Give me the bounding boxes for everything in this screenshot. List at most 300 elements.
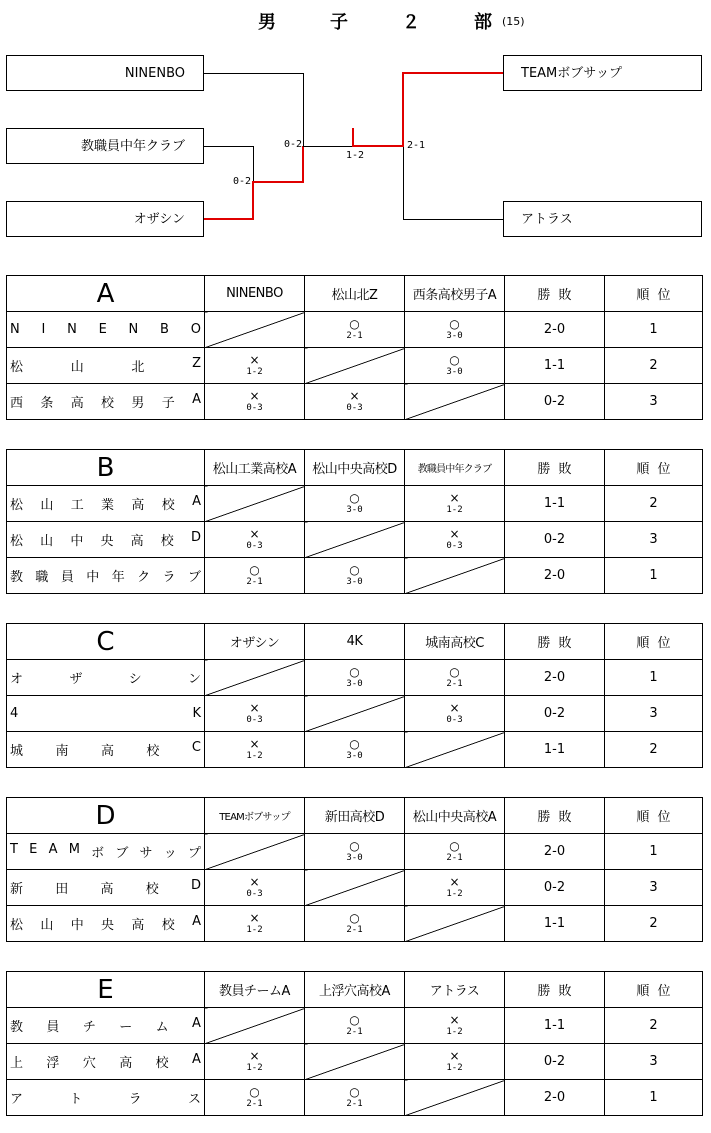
team-name-text xyxy=(10,1088,201,1107)
result-score: 2-1 xyxy=(246,1099,263,1109)
team-name-char: 松 xyxy=(10,498,24,513)
result-score: 3-0 xyxy=(446,331,463,341)
team-name-char: ラ xyxy=(162,570,176,585)
rank-value: 2 xyxy=(605,732,703,768)
team-name-char: A xyxy=(192,392,201,407)
team-name-char: 田 xyxy=(55,882,69,897)
match-result xyxy=(405,348,505,384)
table-row xyxy=(7,522,703,558)
result-score: 2-1 xyxy=(346,1099,363,1109)
result-mark: × xyxy=(449,1013,460,1027)
self-match-cell xyxy=(305,348,405,384)
match-result xyxy=(405,486,505,522)
result-mark: ○ xyxy=(449,665,460,679)
table-row xyxy=(7,558,703,594)
bracket-line xyxy=(204,73,303,74)
league-table-c xyxy=(6,623,703,768)
win-loss-record: 2-0 xyxy=(505,834,605,870)
rank-value: 3 xyxy=(605,1044,703,1080)
result-score: 1-2 xyxy=(446,1027,463,1037)
winloss-header: 勝 敗 xyxy=(505,798,605,834)
match-result xyxy=(205,348,305,384)
match-result xyxy=(405,834,505,870)
team-name-text xyxy=(10,494,201,513)
result-score: 2-1 xyxy=(446,679,463,689)
bracket-line xyxy=(303,73,304,146)
win-loss-record: 2-0 xyxy=(505,1080,605,1116)
match-result xyxy=(205,732,305,768)
table-row xyxy=(7,870,703,906)
bracket-team-teambobsap: TEAMボブサップ xyxy=(503,55,702,91)
result-mark: × xyxy=(449,1049,460,1063)
match-result xyxy=(305,1080,405,1116)
rank-value: 1 xyxy=(605,312,703,348)
team-name-char: ム xyxy=(155,1020,169,1035)
column-header: アトラス xyxy=(405,972,505,1008)
title-char: 部 xyxy=(474,12,492,33)
team-name-char: T xyxy=(10,842,18,857)
result-score: 0-3 xyxy=(246,403,263,413)
team-name-char: ン xyxy=(187,672,201,687)
result-mark: ○ xyxy=(349,911,360,925)
team-name-char: チ xyxy=(82,1020,96,1035)
team-name xyxy=(7,384,205,420)
win-loss-record: 1-1 xyxy=(505,732,605,768)
bracket-team-ozashin: オザシン xyxy=(6,201,204,237)
team-name-char: M xyxy=(68,842,80,857)
team-name-text xyxy=(10,1016,201,1035)
group-label: E xyxy=(7,972,205,1008)
match-result xyxy=(305,486,405,522)
result-mark: ○ xyxy=(349,1085,360,1099)
match-result xyxy=(205,522,305,558)
team-name-char: 南 xyxy=(55,744,69,759)
win-loss-record: 2-0 xyxy=(505,660,605,696)
result-score: 1-2 xyxy=(246,751,263,761)
self-match-cell xyxy=(405,1080,505,1116)
rank-value: 1 xyxy=(605,1080,703,1116)
league-table-b xyxy=(6,449,703,594)
title-char: 子 xyxy=(330,12,348,33)
result-score: 3-0 xyxy=(346,751,363,761)
team-name-char: プ xyxy=(187,846,201,861)
result-mark: × xyxy=(249,737,260,751)
team-name xyxy=(7,696,205,732)
team-name-text xyxy=(10,566,201,585)
result-mark: ○ xyxy=(449,353,460,367)
result-score: 0-3 xyxy=(346,403,363,413)
result-mark: × xyxy=(249,527,260,541)
bracket-score-semi-left: 0-2 xyxy=(284,139,303,150)
win-loss-record: 0-2 xyxy=(505,1044,605,1080)
bracket-line xyxy=(204,146,253,147)
team-name xyxy=(7,348,205,384)
bracket-line xyxy=(403,219,503,220)
win-loss-record: 2-0 xyxy=(505,558,605,594)
self-match-cell xyxy=(205,312,305,348)
team-name-char: ラ xyxy=(128,1092,142,1107)
winloss-header: 勝 敗 xyxy=(505,276,605,312)
team-name xyxy=(7,312,205,348)
team-name-char: 校 xyxy=(145,882,159,897)
page-title xyxy=(258,8,525,34)
result-mark: × xyxy=(249,353,260,367)
team-name-text xyxy=(10,740,201,759)
match-result xyxy=(205,558,305,594)
result-score: 3-0 xyxy=(346,577,363,587)
team-name xyxy=(7,660,205,696)
self-match-cell xyxy=(205,660,305,696)
result-score: 2-1 xyxy=(346,925,363,935)
rank-value: 3 xyxy=(605,384,703,420)
team-name-char: 山 xyxy=(40,534,54,549)
team-name-char: 松 xyxy=(10,360,24,375)
team-name-char: ボ xyxy=(91,846,105,861)
win-loss-record: 1-1 xyxy=(505,906,605,942)
team-name xyxy=(7,486,205,522)
team-name-char: N xyxy=(128,322,139,337)
result-mark: ○ xyxy=(449,317,460,331)
rank-value: 2 xyxy=(605,486,703,522)
team-name-text xyxy=(10,392,201,411)
rank-value: 2 xyxy=(605,1008,703,1044)
table-row xyxy=(7,834,703,870)
result-mark: ○ xyxy=(349,665,360,679)
team-name-char: 高 xyxy=(131,498,145,513)
self-match-cell xyxy=(305,522,405,558)
bracket-team-ninenbo: NINENBO xyxy=(6,55,204,91)
column-header: 4K xyxy=(305,624,405,660)
match-result xyxy=(305,732,405,768)
team-name-char: 松 xyxy=(10,534,24,549)
team-name-char: 城 xyxy=(10,744,24,759)
rank-header: 順 位 xyxy=(605,972,703,1008)
team-name-char: ッ xyxy=(163,846,177,861)
rank-value: 2 xyxy=(605,906,703,942)
team-name-char: A xyxy=(192,914,201,929)
result-mark: ○ xyxy=(449,839,460,853)
bracket-score-quarter: 0-2 xyxy=(233,176,252,187)
column-header: オザシン xyxy=(205,624,305,660)
team-name-char: 高 xyxy=(100,744,114,759)
team-name-char: 校 xyxy=(155,1056,169,1071)
win-loss-record: 0-2 xyxy=(505,870,605,906)
result-mark: × xyxy=(249,1049,260,1063)
team-name-text xyxy=(10,878,201,897)
result-score: 0-3 xyxy=(246,715,263,725)
result-mark: ○ xyxy=(249,563,260,577)
group-label: B xyxy=(7,450,205,486)
team-name-char: 高 xyxy=(131,918,145,933)
team-name-char: 4 xyxy=(10,706,19,721)
team-name-char: 中 xyxy=(86,570,100,585)
team-name-text xyxy=(10,706,201,721)
team-name-char: シ xyxy=(128,672,142,687)
winloss-header: 勝 敗 xyxy=(505,972,605,1008)
result-mark: × xyxy=(249,911,260,925)
team-name-char: 松 xyxy=(10,918,24,933)
team-name-char: E xyxy=(98,322,107,337)
match-result xyxy=(405,660,505,696)
team-name-char: ア xyxy=(10,1092,24,1107)
team-name-char: 員 xyxy=(46,1020,60,1035)
result-mark: × xyxy=(449,701,460,715)
team-name-text xyxy=(10,914,201,933)
group-label: D xyxy=(7,798,205,834)
result-mark: × xyxy=(349,389,360,403)
result-mark: × xyxy=(249,701,260,715)
result-mark: × xyxy=(449,527,460,541)
team-name-char: 校 xyxy=(161,918,175,933)
team-name-char: 工 xyxy=(70,498,84,513)
column-header: 松山中央高校A xyxy=(405,798,505,834)
team-name-char: I xyxy=(41,322,46,337)
team-name-char: 北 xyxy=(131,360,145,375)
table-row xyxy=(7,1008,703,1044)
result-mark: ○ xyxy=(349,1013,360,1027)
result-score: 0-3 xyxy=(246,541,263,551)
team-name-char: 職 xyxy=(35,570,49,585)
bracket-line xyxy=(303,146,353,147)
team-name xyxy=(7,870,205,906)
self-match-cell xyxy=(405,732,505,768)
team-name-char: O xyxy=(190,322,201,337)
result-score: 1-2 xyxy=(446,1063,463,1073)
team-name-char: E xyxy=(29,842,38,857)
team-name-char: 校 xyxy=(146,744,160,759)
column-header: 新田高校D xyxy=(305,798,405,834)
team-name-char: 央 xyxy=(101,918,115,933)
group-label: C xyxy=(7,624,205,660)
winloss-header: 勝 敗 xyxy=(505,624,605,660)
league-table-a xyxy=(6,275,703,420)
team-name-char: 員 xyxy=(60,570,74,585)
match-result xyxy=(305,558,405,594)
team-name-char: 教 xyxy=(10,1020,24,1035)
title-char: 男 xyxy=(258,12,276,33)
team-name-char: N xyxy=(67,322,77,337)
group-label: A xyxy=(7,276,205,312)
team-name-char: Z xyxy=(192,356,201,371)
team-name-char: 中 xyxy=(70,918,84,933)
self-match-cell xyxy=(305,870,405,906)
league-table-e xyxy=(6,971,703,1116)
team-name-char: 新 xyxy=(10,882,24,897)
result-mark: ○ xyxy=(349,317,360,331)
team-name-char: 央 xyxy=(100,534,114,549)
rank-header: 順 位 xyxy=(605,276,703,312)
team-name-text xyxy=(10,356,201,375)
result-mark: ○ xyxy=(249,1085,260,1099)
team-name xyxy=(7,906,205,942)
match-result xyxy=(405,1008,505,1044)
team-name-text xyxy=(10,530,201,549)
team-name-char: ト xyxy=(69,1092,83,1107)
table-row xyxy=(7,486,703,522)
result-mark: ○ xyxy=(349,737,360,751)
self-match-cell xyxy=(405,906,505,942)
result-score: 2-1 xyxy=(446,853,463,863)
column-header: 松山北Z xyxy=(305,276,405,312)
winloss-header: 勝 敗 xyxy=(505,450,605,486)
bracket-score-semi-right: 2-1 xyxy=(407,140,426,151)
result-score: 1-2 xyxy=(246,925,263,935)
team-name-char: 業 xyxy=(101,498,115,513)
table-row xyxy=(7,312,703,348)
team-name-text xyxy=(10,668,201,687)
bracket-win-line xyxy=(402,72,404,147)
win-loss-record: 1-1 xyxy=(505,1008,605,1044)
rank-header: 順 位 xyxy=(605,624,703,660)
self-match-cell xyxy=(405,384,505,420)
team-name-char: 高 xyxy=(70,396,84,411)
team-name-char: N xyxy=(10,322,20,337)
team-name-char: サ xyxy=(139,846,153,861)
win-loss-record: 0-2 xyxy=(505,384,605,420)
team-name-char: ス xyxy=(187,1092,201,1107)
rank-value: 1 xyxy=(605,558,703,594)
rank-value: 1 xyxy=(605,834,703,870)
rank-value: 3 xyxy=(605,870,703,906)
table-row xyxy=(7,348,703,384)
self-match-cell xyxy=(205,486,305,522)
team-name-char: C xyxy=(191,740,201,755)
bracket-team-kyoshokuin: 教職員中年クラブ xyxy=(6,128,204,164)
team-name-char: A xyxy=(48,842,58,857)
result-score: 2-1 xyxy=(346,331,363,341)
column-header: 城南高校C xyxy=(405,624,505,660)
result-mark: ○ xyxy=(349,839,360,853)
team-name-char: ブ xyxy=(187,570,201,585)
team-name-text xyxy=(10,1052,201,1071)
result-score: 1-2 xyxy=(446,505,463,515)
team-name-char: ブ xyxy=(115,846,129,861)
result-mark: ○ xyxy=(349,563,360,577)
rank-value: 3 xyxy=(605,696,703,732)
table-row xyxy=(7,1080,703,1116)
win-loss-record: 2-0 xyxy=(505,312,605,348)
result-score: 0-3 xyxy=(246,889,263,899)
team-name-char: A xyxy=(192,1016,201,1031)
match-result xyxy=(405,312,505,348)
column-header: 松山中央高校D xyxy=(305,450,405,486)
column-header: TEAMボブサップ xyxy=(205,798,305,834)
match-result xyxy=(205,696,305,732)
team-name-char: 男 xyxy=(131,396,145,411)
team-name-char: D xyxy=(190,530,201,545)
column-header: 上浮穴高校A xyxy=(305,972,405,1008)
team-name xyxy=(7,732,205,768)
team-name-char: 年 xyxy=(111,570,125,585)
table-row xyxy=(7,732,703,768)
bracket-win-line xyxy=(402,72,503,74)
match-result xyxy=(305,906,405,942)
match-result xyxy=(405,870,505,906)
bracket-win-line xyxy=(353,145,404,147)
team-name-char: 校 xyxy=(161,498,175,513)
result-mark: × xyxy=(449,491,460,505)
match-result xyxy=(205,1044,305,1080)
team-name-char: 山 xyxy=(70,360,84,375)
table-row xyxy=(7,384,703,420)
title-sub: (15) xyxy=(502,15,525,28)
result-score: 3-0 xyxy=(346,505,363,515)
bracket-win-line xyxy=(252,181,304,183)
team-name-char: 穴 xyxy=(82,1056,96,1071)
result-mark: × xyxy=(249,389,260,403)
result-score: 3-0 xyxy=(346,853,363,863)
team-name-char: 山 xyxy=(40,498,54,513)
win-loss-record: 0-2 xyxy=(505,696,605,732)
team-name xyxy=(7,522,205,558)
self-match-cell xyxy=(205,1008,305,1044)
match-result xyxy=(305,384,405,420)
rank-value: 1 xyxy=(605,660,703,696)
team-name-char: 中 xyxy=(70,534,84,549)
team-name-char: ー xyxy=(119,1020,133,1035)
table-row xyxy=(7,660,703,696)
team-name-text xyxy=(10,842,201,861)
result-score: 1-2 xyxy=(246,367,263,377)
result-score: 1-2 xyxy=(246,1063,263,1073)
result-score: 3-0 xyxy=(346,679,363,689)
team-name-char: ザ xyxy=(69,672,83,687)
team-name-char: A xyxy=(192,1052,201,1067)
match-result xyxy=(405,522,505,558)
bracket-team-atlas: アトラス xyxy=(503,201,702,237)
match-result xyxy=(205,1080,305,1116)
match-result xyxy=(305,312,405,348)
rank-header: 順 位 xyxy=(605,798,703,834)
column-header: NINENBO xyxy=(205,276,305,312)
column-header: 西条高校男子A xyxy=(405,276,505,312)
team-name-char: 子 xyxy=(161,396,175,411)
result-mark: × xyxy=(249,875,260,889)
team-name-text xyxy=(10,322,201,337)
table-row xyxy=(7,1044,703,1080)
bracket-line xyxy=(253,146,254,183)
result-mark: × xyxy=(449,875,460,889)
team-name xyxy=(7,558,205,594)
team-name-char: 上 xyxy=(10,1056,24,1071)
column-header: 教員チームA xyxy=(205,972,305,1008)
table-row xyxy=(7,906,703,942)
match-result xyxy=(305,834,405,870)
league-table-d xyxy=(6,797,703,942)
result-mark: ○ xyxy=(349,491,360,505)
self-match-cell xyxy=(305,696,405,732)
team-name-char: 山 xyxy=(40,918,54,933)
team-name-char: 校 xyxy=(101,396,115,411)
win-loss-record: 0-2 xyxy=(505,522,605,558)
team-name-char: 高 xyxy=(100,882,114,897)
result-score: 2-1 xyxy=(246,577,263,587)
team-name-char: オ xyxy=(10,672,24,687)
team-name-char: 西 xyxy=(10,396,24,411)
bracket-win-line xyxy=(302,146,304,183)
team-name-char: 高 xyxy=(119,1056,133,1071)
rank-value: 2 xyxy=(605,348,703,384)
team-name-char: A xyxy=(192,494,201,509)
table-row xyxy=(7,696,703,732)
rank-header: 順 位 xyxy=(605,450,703,486)
match-result xyxy=(205,870,305,906)
bracket-win-line xyxy=(252,182,254,220)
bracket-win-line xyxy=(352,128,354,147)
column-header: 松山工業高校A xyxy=(205,450,305,486)
team-name-char: D xyxy=(190,878,201,893)
result-score: 0-3 xyxy=(446,541,463,551)
